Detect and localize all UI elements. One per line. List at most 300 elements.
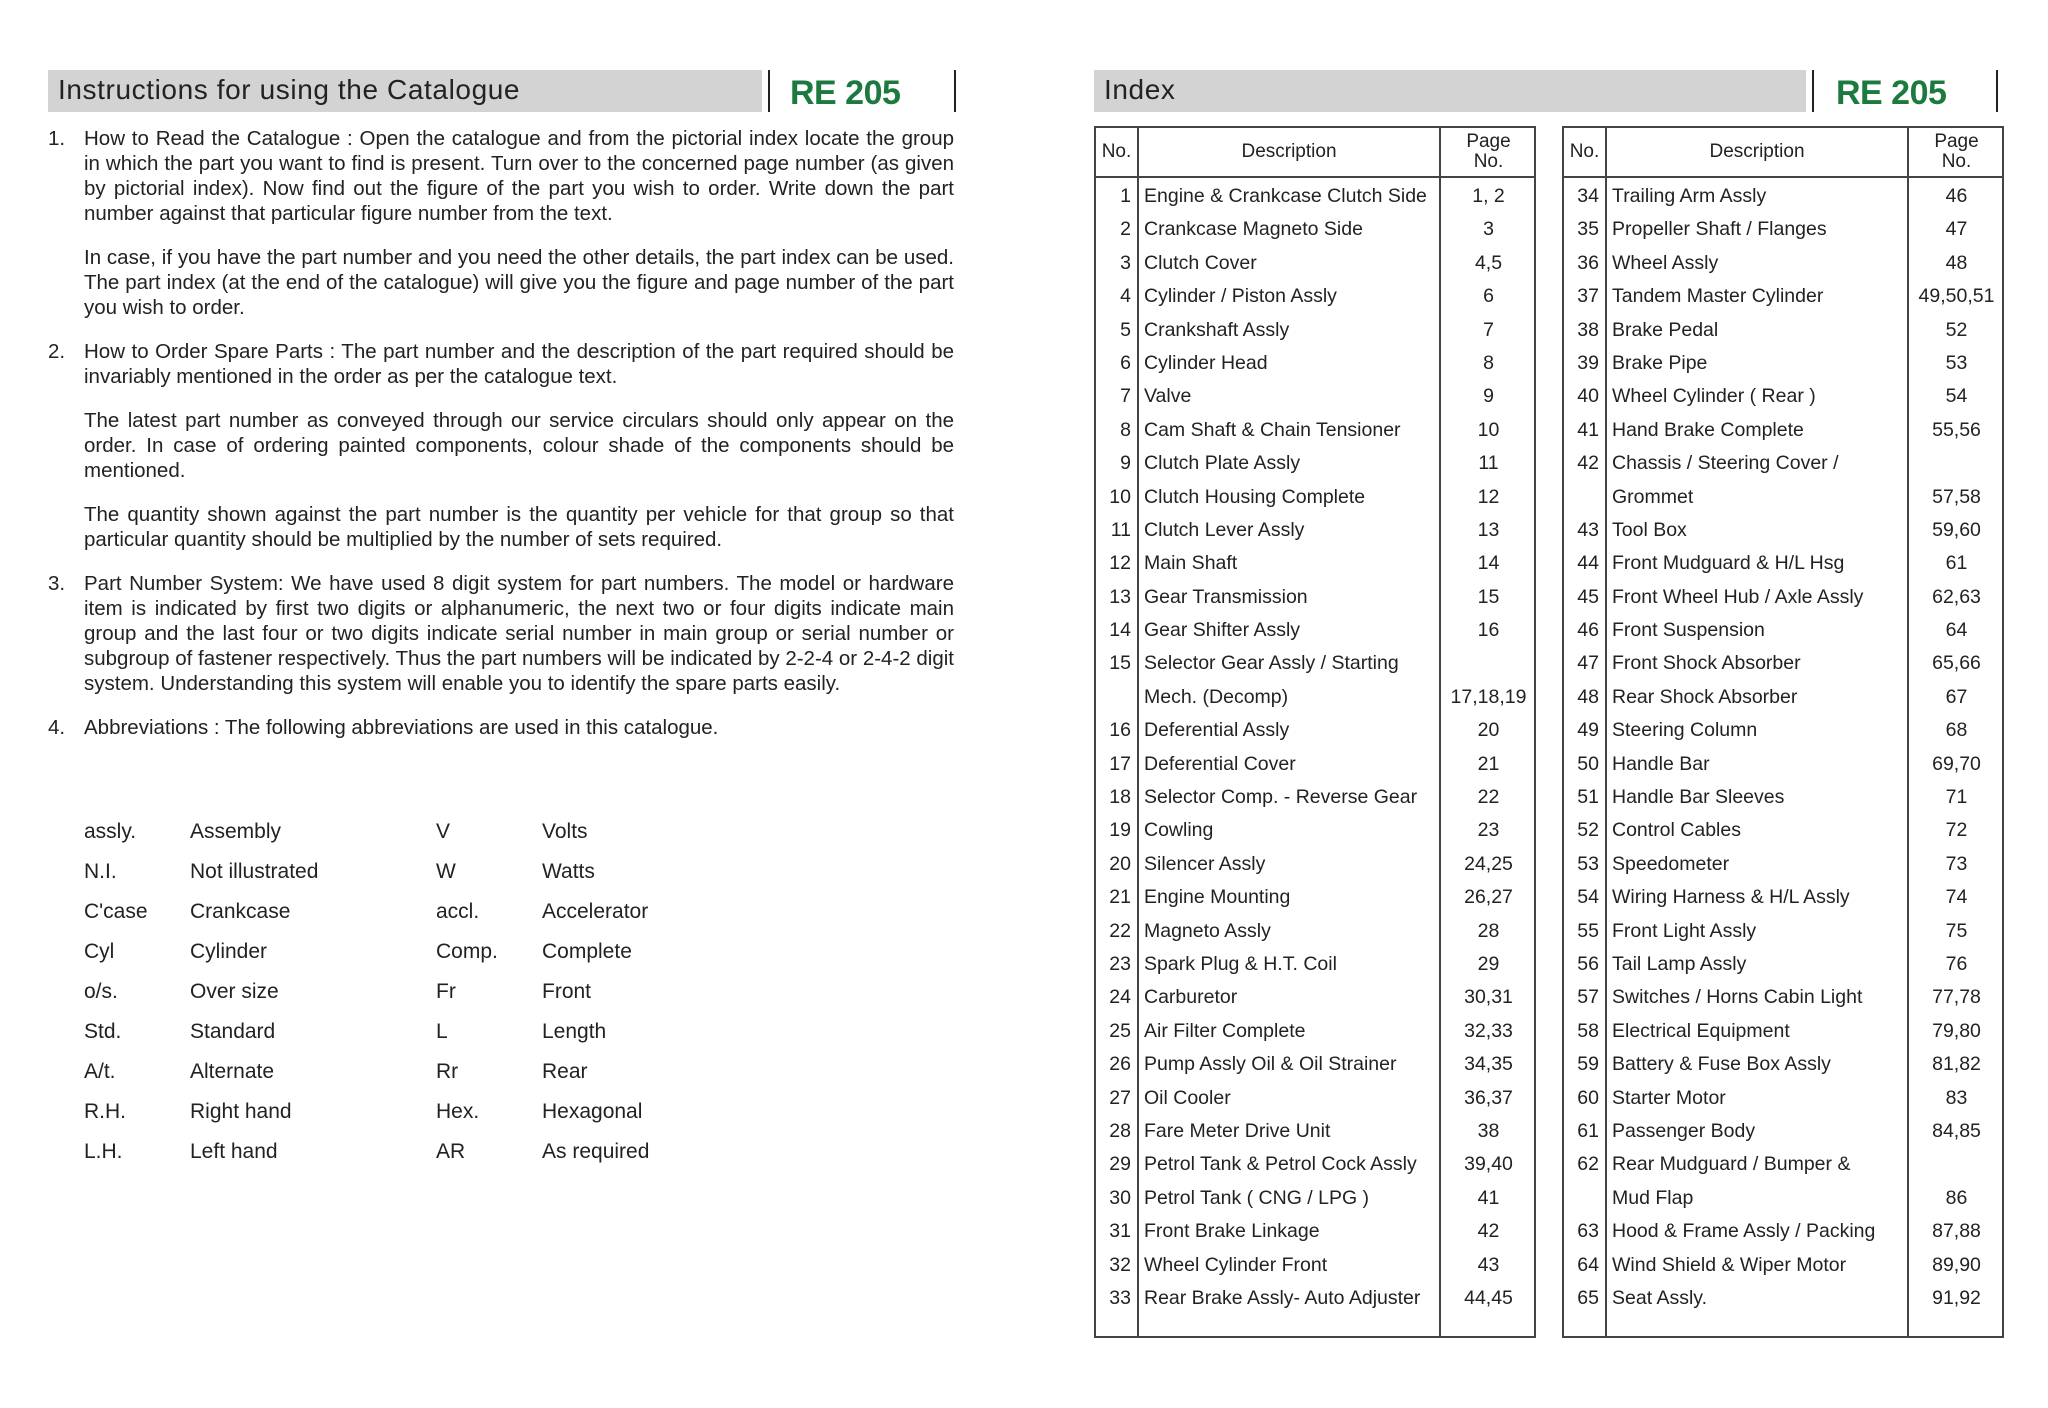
row-page: 4,5 xyxy=(1474,251,1503,274)
instruction-item xyxy=(48,715,954,740)
table-row xyxy=(1564,612,2002,645)
row-description: Handle Bar xyxy=(1612,752,1710,775)
row-page: 20 xyxy=(1477,719,1500,742)
instruction-number: 4. xyxy=(48,716,66,739)
row-description: Rear Shock Absorber xyxy=(1612,685,1798,708)
abbreviation-meaning: Crankcase xyxy=(190,900,291,923)
row-page: 55,56 xyxy=(1932,418,1981,441)
abbreviation-meaning: Front xyxy=(542,980,592,1003)
row-number: 44 xyxy=(1577,552,1599,575)
table-row xyxy=(1096,1247,1534,1280)
abbreviation: C'case xyxy=(84,900,148,923)
abbreviation: AR xyxy=(436,1140,466,1163)
row-number: 13 xyxy=(1109,585,1131,608)
row-number: 52 xyxy=(1577,819,1599,842)
row-number: 54 xyxy=(1577,886,1599,909)
row-number: 43 xyxy=(1577,518,1599,541)
table-row xyxy=(1096,913,1534,946)
row-number: 9 xyxy=(1120,452,1131,475)
row-number: 25 xyxy=(1109,1019,1131,1042)
header-bar xyxy=(48,70,762,112)
brand-logo: RE 205 xyxy=(1836,74,1947,112)
row-page: 54 xyxy=(1945,385,1968,408)
column-header-page: Page No. xyxy=(1466,131,1511,172)
row-number: 31 xyxy=(1109,1220,1131,1243)
row-page: 42 xyxy=(1477,1220,1500,1243)
row-page: 3 xyxy=(1483,218,1494,241)
row-description: Clutch Plate Assly xyxy=(1144,452,1301,475)
row-number: 12 xyxy=(1109,552,1131,575)
row-page: 15 xyxy=(1477,585,1500,608)
abbreviation: L xyxy=(436,1020,448,1043)
instruction-paragraph: How to Read the Catalogue : Open the catalogue and from the pictorial index locate the group in which the part you want to find is present. Turn over to the concerned page number (as given by pictorial index). Now find out the figure of the part you wish to order. Write down the part number against that particular figure number from the text. xyxy=(84,127,954,225)
instruction-number: 2. xyxy=(48,340,66,363)
row-description: Hood & Frame Assly / Packing xyxy=(1612,1220,1876,1243)
row-page: 79,80 xyxy=(1932,1019,1981,1042)
row-description: Wind Shield & Wiper Motor xyxy=(1612,1253,1847,1276)
row-number: 14 xyxy=(1109,619,1131,642)
table-row xyxy=(1564,679,2002,712)
row-number: 46 xyxy=(1577,619,1599,642)
row-page: 32,33 xyxy=(1464,1019,1513,1042)
row-description: Chassis / Steering Cover / xyxy=(1612,452,1839,475)
table-row xyxy=(1096,1113,1534,1146)
row-description: Front Mudguard & H/L Hsg xyxy=(1612,552,1845,575)
table-row xyxy=(1564,579,2002,612)
row-number: 40 xyxy=(1577,385,1599,408)
row-description: Air Filter Complete xyxy=(1144,1019,1306,1042)
abbreviation-meaning: Rear xyxy=(542,1060,588,1083)
page-title: Index xyxy=(1104,74,1176,105)
abbreviation-meaning: Assembly xyxy=(190,820,282,843)
row-page: 16 xyxy=(1477,619,1500,642)
row-number: 10 xyxy=(1109,485,1131,508)
abbreviation: Hex. xyxy=(436,1100,480,1123)
abbreviation: o/s. xyxy=(84,980,118,1003)
abbreviation-meaning: Alternate xyxy=(190,1060,275,1083)
row-number: 38 xyxy=(1577,318,1599,341)
table-row xyxy=(1096,378,1534,411)
row-description: Grommet xyxy=(1612,485,1694,508)
table-row xyxy=(1096,1080,1534,1113)
brand-logo: RE 205 xyxy=(790,74,901,112)
row-number: 32 xyxy=(1109,1253,1131,1276)
row-number: 6 xyxy=(1120,351,1131,374)
row-description: Cylinder Head xyxy=(1144,351,1268,374)
table-row xyxy=(1096,879,1534,912)
row-description: Engine Mounting xyxy=(1144,886,1291,909)
row-number: 64 xyxy=(1577,1253,1599,1276)
row-page: 77,78 xyxy=(1932,986,1981,1009)
instructions-page xyxy=(48,0,1008,1408)
row-page: 22 xyxy=(1477,786,1500,809)
row-number: 45 xyxy=(1577,585,1599,608)
row-page: 47 xyxy=(1945,218,1968,241)
table-row xyxy=(1096,545,1534,578)
row-page: 38 xyxy=(1477,1119,1500,1142)
column-header-description: Description xyxy=(1709,141,1805,162)
row-number: 56 xyxy=(1577,952,1599,975)
row-page: 13 xyxy=(1477,518,1500,541)
row-page: 30,31 xyxy=(1464,986,1513,1009)
row-page: 61 xyxy=(1945,552,1968,575)
instruction-item xyxy=(48,339,954,552)
row-description: Deferential Assly xyxy=(1144,719,1290,742)
row-page: 91,92 xyxy=(1932,1286,1981,1309)
row-page: 1, 2 xyxy=(1472,185,1505,207)
row-number: 41 xyxy=(1577,418,1599,441)
table-row xyxy=(1564,812,2002,845)
row-page: 24,25 xyxy=(1464,852,1513,875)
instruction-paragraph: Part Number System: We have used 8 digit system for part numbers. The model or hardware item is indicated by first two digits or alphanumeric, the next two or four digits indicate main group and the last four or two digits indicate serial number in main group or serial number or subgroup of fastener respectively. Thus the part numbers will be indicated by 2-2-4 or 2-4-2 digit system. Understanding this system will enable you to identify the spare parts easily. xyxy=(84,572,954,695)
row-number: 17 xyxy=(1109,752,1131,775)
abbreviation-row xyxy=(84,892,704,932)
row-page: 65,66 xyxy=(1932,652,1981,675)
abbreviation: W xyxy=(436,860,456,883)
row-number: 15 xyxy=(1109,652,1131,675)
table-row xyxy=(1564,278,2002,311)
row-description: Petrol Tank ( CNG / LPG ) xyxy=(1144,1186,1370,1209)
row-description: Carburetor xyxy=(1144,986,1238,1009)
abbreviation-row xyxy=(84,1092,704,1132)
instruction-item xyxy=(48,571,954,696)
row-number: 48 xyxy=(1577,685,1599,708)
row-description: Front Brake Linkage xyxy=(1144,1220,1320,1243)
table-row xyxy=(1096,846,1534,879)
table-row xyxy=(1564,846,2002,879)
row-number: 47 xyxy=(1577,652,1599,675)
abbreviation-meaning: As required xyxy=(542,1140,650,1163)
row-description: Magneto Assly xyxy=(1144,919,1271,942)
table-row xyxy=(1564,178,2002,211)
row-number: 61 xyxy=(1577,1119,1599,1142)
abbreviation-row xyxy=(84,812,704,852)
abbreviation: N.I. xyxy=(84,860,117,883)
row-page: 87,88 xyxy=(1932,1220,1981,1243)
abbreviation: Comp. xyxy=(436,940,498,963)
instruction-number: 1. xyxy=(48,127,66,150)
row-page: 46 xyxy=(1945,185,1968,207)
row-description: Petrol Tank & Petrol Cock Assly xyxy=(1144,1153,1417,1176)
table-row xyxy=(1096,1046,1534,1079)
row-description: Gear Shifter Assly xyxy=(1144,619,1301,642)
row-number: 30 xyxy=(1109,1186,1131,1209)
row-page: 76 xyxy=(1945,952,1968,975)
table-row xyxy=(1096,746,1534,779)
table-row xyxy=(1564,412,2002,445)
table-row xyxy=(1564,211,2002,244)
row-page: 83 xyxy=(1945,1086,1968,1109)
row-number: 23 xyxy=(1109,952,1131,975)
row-description: Wheel Cylinder ( Rear ) xyxy=(1612,385,1816,408)
table-row xyxy=(1096,278,1534,311)
row-description: Cylinder / Piston Assly xyxy=(1144,285,1337,308)
row-number: 19 xyxy=(1109,819,1131,842)
abbreviation: accl. xyxy=(436,900,480,923)
row-page: 74 xyxy=(1945,886,1968,909)
table-row xyxy=(1096,512,1534,545)
row-number: 34 xyxy=(1577,185,1599,207)
abbreviation: V xyxy=(436,820,451,843)
table-row xyxy=(1564,1180,2002,1213)
row-description: Seat Assly. xyxy=(1612,1286,1708,1309)
row-number: 20 xyxy=(1109,852,1131,875)
column-header-no: No. xyxy=(1569,141,1600,162)
table-row xyxy=(1564,1213,2002,1246)
row-description: Propeller Shaft / Flanges xyxy=(1612,218,1827,241)
row-description: Valve xyxy=(1144,385,1192,408)
row-description: Gear Transmission xyxy=(1144,585,1308,608)
abbreviation-meaning: Length xyxy=(542,1020,607,1043)
abbreviation-meaning: Accelerator xyxy=(542,900,649,923)
table-row xyxy=(1564,378,2002,411)
row-description: Wheel Assly xyxy=(1612,251,1719,274)
row-page: 11 xyxy=(1478,452,1499,475)
row-description: Selector Comp. - Reverse Gear xyxy=(1144,786,1418,809)
table-row xyxy=(1096,612,1534,645)
row-description: Wheel Cylinder Front xyxy=(1144,1253,1328,1276)
row-description: Front Wheel Hub / Axle Assly xyxy=(1612,585,1864,608)
table-row xyxy=(1564,746,2002,779)
instruction-paragraph: The quantity shown against the part number is the quantity per vehicle for that group so that particular quantity should be multiplied by the number of sets required. xyxy=(84,503,954,551)
row-description: Clutch Housing Complete xyxy=(1144,485,1366,508)
abbreviation-meaning: Over size xyxy=(190,980,279,1003)
abbreviation-row xyxy=(84,1132,704,1172)
table-row xyxy=(1564,245,2002,278)
row-page: 7 xyxy=(1483,318,1494,341)
row-page: 28 xyxy=(1477,919,1500,942)
column-header-description: Description xyxy=(1241,141,1337,162)
row-page: 48 xyxy=(1945,251,1968,274)
table-row xyxy=(1096,345,1534,378)
table-row xyxy=(1564,1013,2002,1046)
header-bar xyxy=(1094,70,1806,112)
column-header-page: Page No. xyxy=(1934,131,1979,172)
table-row xyxy=(1564,1080,2002,1113)
abbreviation: Cyl xyxy=(84,940,115,963)
instruction-number: 3. xyxy=(48,572,66,595)
abbreviation-meaning: Right hand xyxy=(190,1100,292,1123)
abbreviation: Rr xyxy=(436,1060,459,1083)
row-description: Brake Pipe xyxy=(1612,351,1708,374)
row-number: 39 xyxy=(1577,351,1599,374)
table-row xyxy=(1564,345,2002,378)
row-page: 86 xyxy=(1945,1186,1968,1209)
table-row xyxy=(1564,1113,2002,1146)
row-number: 59 xyxy=(1577,1053,1599,1076)
row-description: Clutch Cover xyxy=(1144,251,1257,274)
row-page: 57,58 xyxy=(1932,485,1981,508)
header-divider xyxy=(1996,70,1998,112)
abbreviation-row xyxy=(84,1052,704,1092)
table-row xyxy=(1564,979,2002,1012)
row-number: 22 xyxy=(1109,919,1131,942)
table-row xyxy=(1564,879,2002,912)
row-number: 28 xyxy=(1109,1119,1131,1142)
instruction-paragraph: The latest part number as conveyed through our service circulars should only appear on the order. In case of ordering painted components, colour shade of the components should be mentioned. xyxy=(84,409,954,482)
row-description: Oil Cooler xyxy=(1144,1086,1231,1109)
row-number: 63 xyxy=(1577,1220,1599,1243)
row-number: 57 xyxy=(1577,986,1599,1009)
row-description: Passenger Body xyxy=(1612,1119,1756,1142)
index-page xyxy=(1094,0,2006,1408)
table-row xyxy=(1096,479,1534,512)
row-page: 81,82 xyxy=(1932,1053,1981,1076)
row-page: 23 xyxy=(1477,819,1500,842)
row-number: 7 xyxy=(1120,385,1131,408)
row-page: 21 xyxy=(1477,752,1500,775)
table-row xyxy=(1564,1046,2002,1079)
row-number: 35 xyxy=(1577,218,1599,241)
row-page: 10 xyxy=(1477,418,1500,441)
table-row xyxy=(1564,946,2002,979)
row-description: Front Suspension xyxy=(1612,619,1765,642)
row-description: Steering Column xyxy=(1612,719,1758,742)
row-number: 5 xyxy=(1120,318,1131,341)
abbreviation: L.H. xyxy=(84,1140,123,1163)
table-row xyxy=(1564,479,2002,512)
row-description: Electrical Equipment xyxy=(1612,1019,1790,1042)
row-page: 75 xyxy=(1945,919,1968,942)
row-number: 2 xyxy=(1120,218,1131,241)
table-row xyxy=(1096,178,1534,211)
row-number: 50 xyxy=(1577,752,1599,775)
row-number: 29 xyxy=(1109,1153,1131,1176)
row-number: 21 xyxy=(1109,886,1131,909)
row-number: 24 xyxy=(1109,986,1131,1009)
row-number: 60 xyxy=(1577,1086,1599,1109)
abbreviation: Fr xyxy=(436,980,456,1003)
row-number: 18 xyxy=(1109,786,1131,809)
row-page: 67 xyxy=(1945,685,1968,708)
row-page: 36,37 xyxy=(1464,1086,1513,1109)
row-page: 41 xyxy=(1477,1186,1500,1209)
instruction-paragraph: In case, if you have the part number and you need the other details, the part index can be used. The part index (at the end of the catalogue) will give you the figure and page number of the part you wish to order. xyxy=(84,246,954,319)
table-row xyxy=(1564,712,2002,745)
row-description: Engine & Crankcase Clutch Side xyxy=(1144,185,1427,207)
table-row xyxy=(1096,1280,1534,1313)
table-row xyxy=(1564,512,2002,545)
table-row xyxy=(1564,1146,2002,1179)
row-page: 49,50,51 xyxy=(1918,285,1995,308)
table-row xyxy=(1096,445,1534,478)
row-description: Brake Pedal xyxy=(1612,318,1719,341)
table-row xyxy=(1564,1247,2002,1280)
row-page: 43 xyxy=(1477,1253,1500,1276)
row-number: 26 xyxy=(1109,1053,1131,1076)
row-page: 64 xyxy=(1945,619,1968,642)
table-row xyxy=(1564,445,2002,478)
row-description: Cam Shaft & Chain Tensioner xyxy=(1144,418,1401,441)
row-description: Fare Meter Drive Unit xyxy=(1144,1119,1331,1142)
row-description: Mud Flap xyxy=(1612,1186,1694,1209)
header-divider xyxy=(1812,70,1814,112)
row-description: Handle Bar Sleeves xyxy=(1612,786,1785,809)
table-row xyxy=(1096,979,1534,1012)
abbreviation-meaning: Complete xyxy=(542,940,632,963)
row-page: 12 xyxy=(1477,485,1500,508)
row-number: 8 xyxy=(1120,418,1131,441)
table-row xyxy=(1096,645,1534,678)
row-page: 17,18,19 xyxy=(1450,685,1527,708)
abbreviation-row xyxy=(84,1012,704,1052)
row-description: Front Shock Absorber xyxy=(1612,652,1801,675)
abbreviation-meaning: Not illustrated xyxy=(190,860,319,883)
row-description: Rear Mudguard / Bumper & xyxy=(1612,1153,1851,1176)
abbreviation-row xyxy=(84,852,704,892)
table-row xyxy=(1096,812,1534,845)
row-number: 3 xyxy=(1120,251,1131,274)
row-page: 69,70 xyxy=(1932,752,1981,775)
table-row xyxy=(1564,545,2002,578)
row-number: 53 xyxy=(1577,852,1599,875)
table-row xyxy=(1096,312,1534,345)
row-description: Cowling xyxy=(1144,819,1214,842)
abbreviation-meaning: Cylinder xyxy=(190,940,268,963)
row-number: 33 xyxy=(1109,1286,1131,1309)
header-divider xyxy=(954,70,956,112)
table-row xyxy=(1096,679,1534,712)
index-table-1 xyxy=(1094,126,1536,1338)
row-number: 1 xyxy=(1120,185,1131,207)
row-page: 71 xyxy=(1945,786,1968,809)
instruction-paragraph: How to Order Spare Parts : The part number and the description of the part required should be invariably mentioned in the order as per the catalogue text. xyxy=(84,340,954,388)
table-row xyxy=(1564,312,2002,345)
abbreviation-meaning: Standard xyxy=(190,1020,276,1043)
row-description: Clutch Lever Assly xyxy=(1144,518,1305,541)
abbreviation: R.H. xyxy=(84,1100,126,1123)
table-row xyxy=(1096,245,1534,278)
row-description: Control Cables xyxy=(1612,819,1741,842)
abbreviation-meaning: Watts xyxy=(542,860,595,883)
row-page: 68 xyxy=(1945,719,1968,742)
row-page: 9 xyxy=(1483,385,1494,408)
row-number: 62 xyxy=(1577,1153,1599,1176)
row-description: Deferential Cover xyxy=(1144,752,1296,775)
row-description: Selector Gear Assly / Starting xyxy=(1144,652,1399,675)
abbreviation-meaning: Left hand xyxy=(190,1140,278,1163)
row-description: Switches / Horns Cabin Light xyxy=(1612,986,1863,1009)
table-row xyxy=(1096,211,1534,244)
row-number: 11 xyxy=(1110,518,1131,541)
row-description: Mech. (Decomp) xyxy=(1144,685,1289,708)
row-description: Wiring Harness & H/L Assly xyxy=(1612,886,1850,909)
row-page: 39,40 xyxy=(1464,1153,1513,1176)
instruction-item xyxy=(48,126,954,320)
row-description: Crankshaft Assly xyxy=(1144,318,1290,341)
table-row xyxy=(1096,779,1534,812)
row-description: Pump Assly Oil & Oil Strainer xyxy=(1144,1053,1397,1076)
row-number: 37 xyxy=(1577,285,1599,308)
row-page: 62,63 xyxy=(1932,585,1981,608)
row-number: 49 xyxy=(1577,719,1599,742)
row-page: 73 xyxy=(1945,852,1968,875)
column-header-no: No. xyxy=(1101,141,1132,162)
row-page: 44,45 xyxy=(1464,1286,1513,1309)
page-title: Instructions for using the Catalogue xyxy=(58,74,521,105)
table-row xyxy=(1564,1280,2002,1313)
table-row xyxy=(1096,1180,1534,1213)
table-row xyxy=(1096,1146,1534,1179)
row-description: Starter Motor xyxy=(1612,1086,1726,1109)
instruction-paragraph: Abbreviations : The following abbreviations are used in this catalogue. xyxy=(84,716,719,739)
row-description: Tool Box xyxy=(1612,518,1687,541)
row-description: Speedometer xyxy=(1612,852,1730,875)
table-row xyxy=(1564,645,2002,678)
row-number: 42 xyxy=(1577,452,1599,475)
row-description: Rear Brake Assly- Auto Adjuster xyxy=(1144,1286,1421,1309)
table-row xyxy=(1564,913,2002,946)
